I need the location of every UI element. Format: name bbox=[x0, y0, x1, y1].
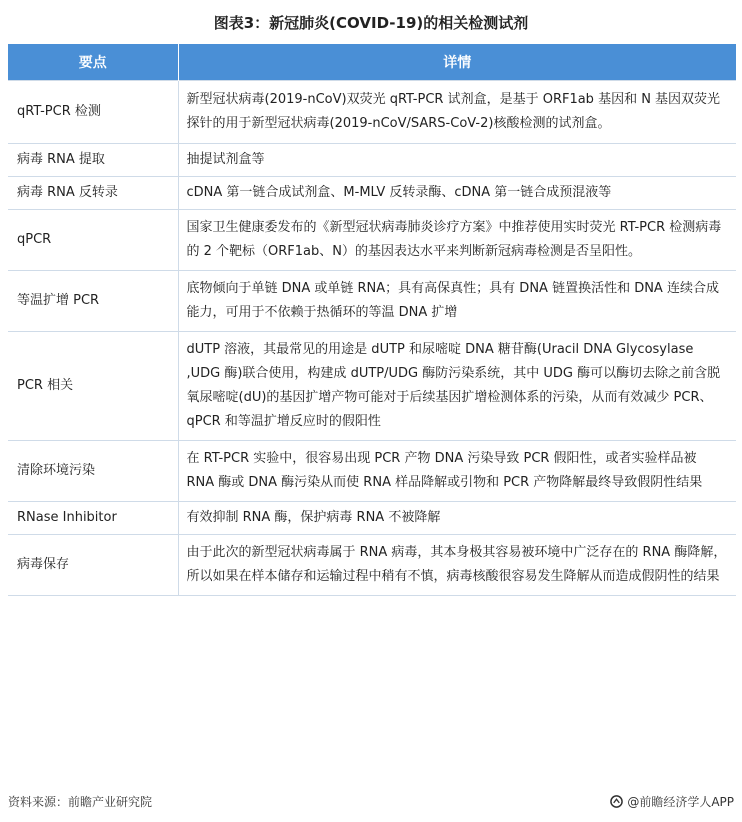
table-row bbox=[8, 535, 736, 596]
reagents-table bbox=[8, 44, 736, 596]
table-row bbox=[8, 144, 736, 177]
brand-text: @前瞻经济学人APP bbox=[627, 795, 734, 809]
row-detail: dUTP 溶液，其最常见的用途是 dUTP 和尿嘧啶 DNA 糖苷酶(Uracil DNA Glycosylase ,UDG 酶)联合使用，构建成 dUTP/UDG 酶防污染系统，其中 UDG 酶可以酶切去除之前含脱氧尿嘧啶(dU)的基因扩增产物可能对于后续基因扩增检测体系的污染，从而有效减少 PCR、qPCR 和等温扩增反应时的假阳性 bbox=[178, 332, 736, 441]
header-key: 要点 bbox=[8, 44, 178, 81]
row-key: RNase Inhibitor bbox=[8, 502, 178, 535]
row-detail: 在 RT-PCR 实验中，很容易出现 PCR 产物 DNA 污染导致 PCR 假阳性，或者实验样品被 RNA 酶或 DNA 酶污染从而使 RNA 样品降解或引物和 PCR 产物降解最终导致假阴性结果 bbox=[178, 441, 736, 502]
source-note: 资料来源：前瞻产业研究院 bbox=[8, 795, 153, 809]
row-detail: 底物倾向于单链 DNA 或单链 RNA；具有高保真性；具有 DNA 链置换活性和 DNA 连续合成能力，可用于不依赖于热循环的等温 DNA 扩增 bbox=[178, 271, 736, 332]
row-detail: 国家卫生健康委发布的《新型冠状病毒肺炎诊疗方案》中推荐使用实时荧光 RT-PCR 检测病毒的 2 个靶标（ORF1ab、N）的基因表达水平来判断新冠病毒检测是否呈阳性。 bbox=[178, 210, 736, 271]
row-key: qPCR bbox=[8, 210, 178, 271]
table-row bbox=[8, 502, 736, 535]
table-header-row bbox=[8, 44, 736, 81]
row-detail: 新型冠状病毒(2019-nCoV)双荧光 qRT-PCR 试剂盒，是基于 ORF1ab 基因和 N 基因双荧光探针的用于新型冠状病毒(2019-nCoV/SARS-CoV-2)核酸检测的试剂盒。 bbox=[178, 81, 736, 144]
table-row bbox=[8, 81, 736, 144]
table-row bbox=[8, 441, 736, 502]
row-key: qRT-PCR 检测 bbox=[8, 81, 178, 144]
header-detail: 详情 bbox=[178, 44, 736, 81]
qianzhan-logo-icon bbox=[610, 795, 623, 808]
page-title: 图表3：新冠肺炎(COVID-19)的相关检测试剂 bbox=[213, 14, 529, 32]
row-detail: cDNA 第一链合成试剂盒、M-MLV 反转录酶、cDNA 第一链合成预混液等 bbox=[178, 177, 736, 210]
row-detail: 有效抑制 RNA 酶，保护病毒 RNA 不被降解 bbox=[178, 502, 736, 535]
row-key: 等温扩增 PCR bbox=[8, 271, 178, 332]
table-row bbox=[8, 177, 736, 210]
row-key: 病毒 RNA 反转录 bbox=[8, 177, 178, 210]
row-detail: 抽提试剂盒等 bbox=[178, 144, 736, 177]
table-row bbox=[8, 332, 736, 441]
row-key: 病毒保存 bbox=[8, 535, 178, 596]
table-row bbox=[8, 210, 736, 271]
brand-credit bbox=[610, 793, 734, 810]
table-row bbox=[8, 271, 736, 332]
row-key: 清除环境污染 bbox=[8, 441, 178, 502]
row-key: 病毒 RNA 提取 bbox=[8, 144, 178, 177]
row-detail: 由于此次的新型冠状病毒属于 RNA 病毒，其本身极其容易被环境中广泛存在的 RNA 酶降解，所以如果在样本储存和运输过程中稍有不慎，病毒核酸很容易发生降解从而造成假阴性的结果 bbox=[178, 535, 736, 596]
footer bbox=[8, 793, 734, 811]
row-key: PCR 相关 bbox=[8, 332, 178, 441]
